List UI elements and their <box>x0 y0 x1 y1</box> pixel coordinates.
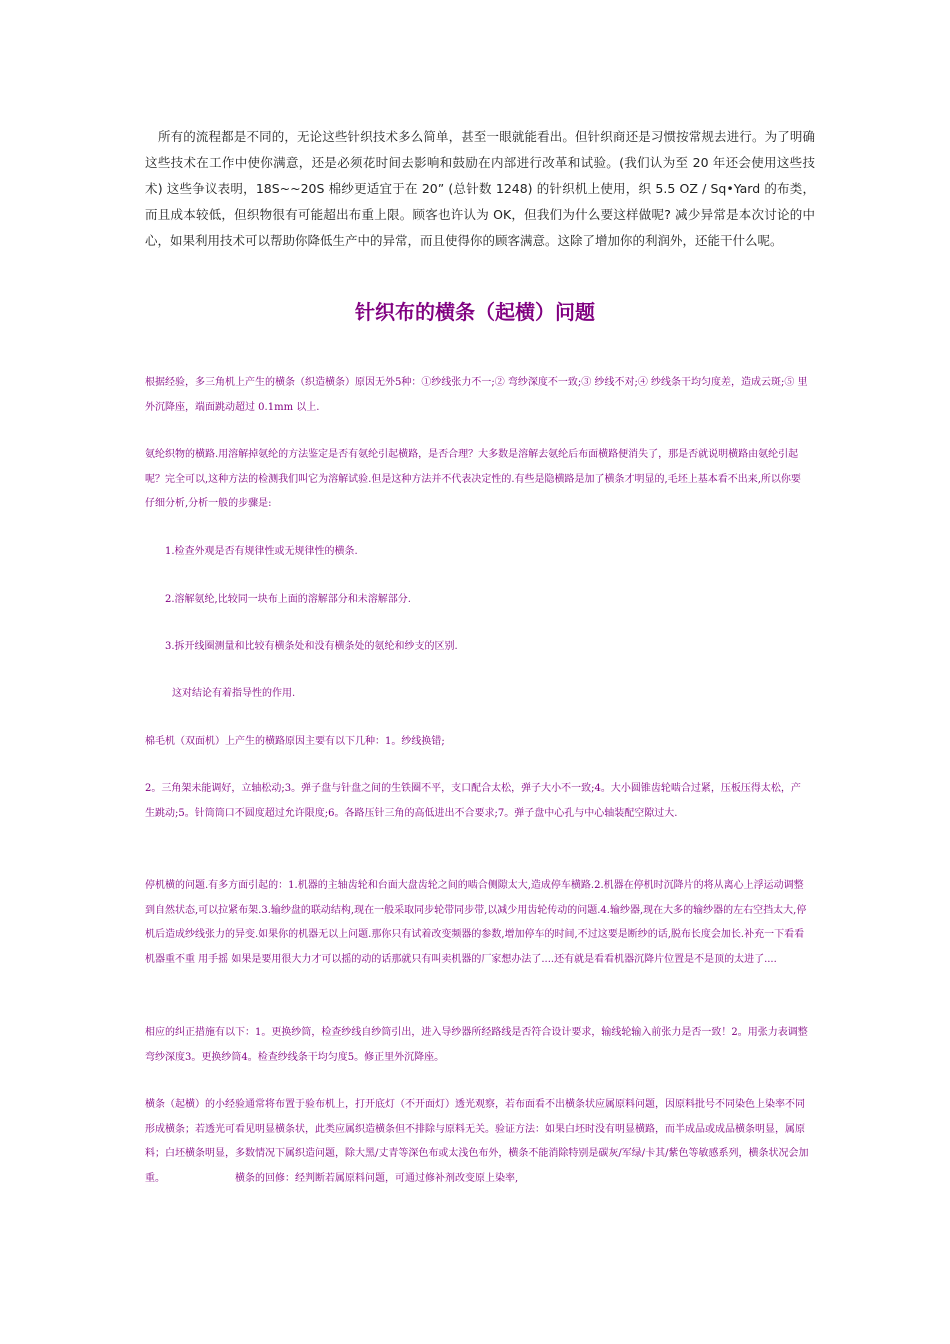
intro-paragraph: 所有的流程都是不同的，无论这些针织技术多么简单，甚至一眼就能看出。但针织商还是习惯按常规去进行。为了明确这些技术在工作中使你满意，还是必须花时间去影响和鼓励在内部进行改革和试验。(我们认为至 20 年还会使用这些技术) 这些争议表明，18S~~20S 棉纱更适宜于在 20” (总针数 1248) 的针织机上使用，织 5.5 OZ / Sq•Yard 的布类，而且成本较低，但织物很有可能超出布重上限。顾客也许认为 OK，但我们为什么要这样做呢? 减少异常是本次讨论的中心，如果利用技术可以帮助你降低生产中的异常，而且使得你的顾客满意。这除了增加你的利润外，还能干什么呢。 <box>145 129 815 248</box>
paragraph-spandex-bars: 氨纶织物的横路.用溶解掉氨纶的方法鉴定是否有氨纶引起横路，是否合理？大多数是溶解去氨纶后布面横路便消失了，那是否就说明横路由氨纶引起呢？完全可以,这种方法的检测我们叫它为溶解试验.但是这种方法并不代表决定性的.有些是隐横路是加了横条才明显的,毛坯上基本看不出来,所以你要仔细分析,分析一般的步骤是: <box>145 449 801 509</box>
step-conclusion: 这对结论有着指导性的作用. <box>172 688 296 699</box>
paragraph-inspection-tips <box>145 1093 810 1191</box>
paragraph-causes-multi-cam: 根据经验，多三角机上产生的横条（织造横条）原因无外5种：①纱线张力不一;② 弯纱深度不一致;③ 纱线不对;④ 纱线条干均匀度差，造成云斑;⑤ 里外沉降座，端面跳动超过 0.1mm 以上. <box>145 377 808 413</box>
paragraph-interlock-list: 2。三角架未能调好，立轴松动;3。弹子盘与针盘之间的生铁圈不平，支口配合太松，弹子大小不一致;4。大小圆锥齿轮啮合过紧，压板压得太松，产生跳动;5。针筒筒口不圆度超过允许限度;6。各路压针三角的高低进出不合要求;7。弹子盘中心孔与中心轴装配空隙过大. <box>145 783 801 819</box>
step-item-1: 1.检查外观是否有规律性或无规律性的横条. <box>165 546 358 557</box>
paragraph-stop-marks: 停机横的问题.有多方面引起的：1.机器的主轴齿轮和台面大盘齿轮之间的啮合侧隙太大,造成停车横路.2.机器在停机时沉降片的将从离心上浮运动调整到自然状态,可以拉紧布架.3.输纱盘的联动结构,现在一般采取同步轮带同步带,以减少用齿轮传动的问题.4.输纱器,现在大多的输纱器的左右空挡太大,停机后造成纱线张力的异变.如果你的机器无以上问题.那你只有试着改变频器的参数,增加停车的时间,不过这要是断纱的话,脱布长度会加长.补充一下看看机器重不重 用手摇 如果是要用很大力才可以摇的动的话那就只有叫卖机器的厂家想办法了....还有就是看看机器沉降片位置是不是顶的太进了.... <box>145 880 807 965</box>
paragraph-corrective-measures: 相应的纠正措施有以下：1。更换纱筒，检查纱线自纱筒引出，进入导纱器所经路线是否符合设计要求，输线轮输入前张力是否一致！2。用张力表调整弯纱深度3。更换纱筒4。检查纱线条干均匀度5。修正里外沉降座。 <box>145 1027 808 1063</box>
section-title: 针织布的横条（起横）问题 <box>355 300 595 324</box>
step-item-3: 3.拆开线圈测量和比较有横条处和没有横条处的氨纶和纱支的区别. <box>165 641 458 652</box>
paragraph-interlock-causes: 棉毛机（双面机）上产生的横路原因主要有以下几种：1。纱线换错; <box>145 736 445 747</box>
repair-tips-text: 横条的回修：经判断若属原料问题，可通过修补剂改变原上染率, <box>235 1172 519 1184</box>
step-item-2: 2.溶解氨纶,比较同一块布上面的溶解部分和未溶解部分. <box>165 594 411 605</box>
inspection-tips-text: 横条（起横）的小经验通常将布置于验布机上，打开底灯（不开面灯）透光观察，若布面看不出横条状应属原料问题，因原料批号不同染色上染率不同形成横条；若透光可看见明显横条状，此类应属织造横条但不排除与原料无关。验证方法：如果白坯时没有明显横路，而半成品或成品横条明显，属原料；白坯横条明显，多数情况下属织造问题，除大黑/丈青等深色布或太浅色布外，横条不能消除特别是碳灰/军绿/卡其/紫色等敏感系列，横条状况会加重。 <box>145 1099 809 1184</box>
